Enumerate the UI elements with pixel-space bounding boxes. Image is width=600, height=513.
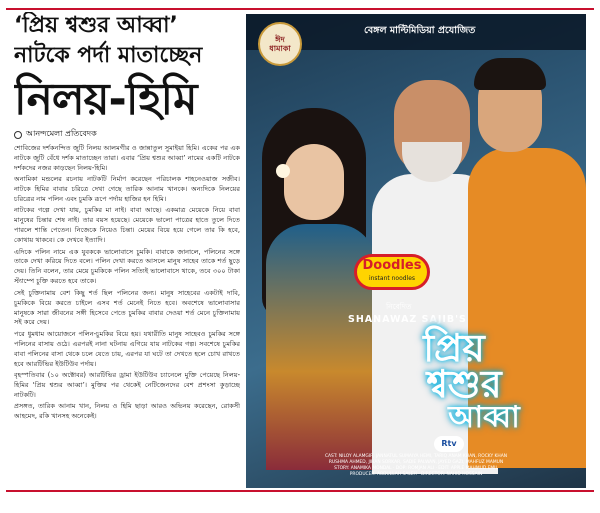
byline-text: আনন্দমেলা প্রতিবেদক (26, 129, 97, 138)
article-paragraph: প্রসঙ্গত, তারিক আনাম খান, নিলয় ও হিমি ছাড়া আরও অভিনয় করেছেন, রোকসী আহমেদ, রকি খানসহ অনেকেই। (14, 402, 240, 421)
credits-line: CAST: NILOY ALAMGIR, JANNATUL SUMAIYA HEMI, TARIQ ANAM KHAN, ROCKY KHAN (324, 454, 508, 459)
title-line-3: আব্বা (448, 400, 520, 435)
article-paragraph: এদিকে পলিন নামে এক যুবককে ভালোবাসে চুমকি। বাবাকে জানালে, পলিনের সঙ্গে তাকে দেখা করিয়ে দিতে বলে। পলিন দেখা করতে আসলে মানুষ সাহেব তাকে শর্ত ছুড়ে দেয়। তিনি বলেন, তার মেয়ে চুমকিকে পলিন সত্যিই ভালোবাসে থাকে, তবে ৩০০ টাকা স্ট্যাম্পে চুক্তি করতে হবে তাকে। (14, 247, 240, 286)
headline-line-1: ‘প্রিয় শ্বশুর আব্বা’ (14, 13, 178, 38)
article-paragraph: পরে ধুমধাম আয়োজনে পলিন-চুমকির বিয়ে হয়। যথারীতি মানুষ সাহেবও চুমকির সঙ্গে পলিনের বাসায় ওঠে। এরপরই নানা ঘটনায় এগিয়ে যায় নাটকের গল্প। সবশেষে চুমকির বাবা পলিনের বাসা থেকে চলে যেতে চায়, এরপর যা ঘটে তা দেখতে হলে চোখ রাখতে হবে আরটিভির ইউটিউব পর্দায়। (14, 329, 240, 368)
article-paragraph: বৃহস্পতিবার (১০ অক্টোবর) আরটিভির ড্রামা ইউটিউব চ্যানেলে মুক্তি পেয়েছে নিলয়-হিমির ‘প্রিয় শ্বশুর আব্বা’। মুক্তির পর থেকেই নেটিজেনদের বেশ প্রশংসা কুড়াচ্ছে নাটকটি। (14, 370, 240, 399)
director-name: SHANAWAZ SAJIB'S (348, 314, 467, 325)
actress-face (284, 144, 344, 220)
article-body (14, 144, 240, 422)
article-column (14, 12, 240, 487)
drama-poster (246, 14, 586, 488)
presenter-text: বেঙ্গল মাল্টিমিডিয়া প্রযোজিত (364, 25, 476, 36)
eid-logo (258, 22, 302, 66)
article-paragraph: অনামিকা মন্ডলের রচনায় নাটকটি নির্মাণ করেছেন পরিচালক শাহনেওয়াজ সজীব। নাটকে হিমির বাবার চরিত্রে দেখা গেছে তারিক আনাম খানকে। অন্যদিকে নিলয়ের চরিত্রের নাম পলিন এবং চুমকি রূপে পর্দায় হাজির হন হিমি। (14, 175, 240, 204)
headline-line-2: নাটকে পর্দা মাতাচ্ছেন (14, 43, 203, 68)
actor-hair (474, 58, 546, 90)
headline-main: নিলয়-হিমি (14, 74, 197, 125)
credit-label: নিবেদিত (386, 302, 412, 311)
drama-title (364, 326, 564, 440)
credits-line: RUSHMA AHMED, JIHAN SORKAR, SADIE PALWAN, JAYED GAZI, MAHFUZ MAMUN (328, 460, 504, 465)
credits-line: PRODUCER: ABDULLAH SALEH · DIRECTOR: NAHID HOSSAIN (349, 472, 483, 477)
byline (14, 128, 240, 141)
sponsor-tagline: instant noodles (368, 275, 416, 282)
sponsor-logo (354, 254, 430, 290)
article-paragraph: সেই চুক্তিনামায় বেশ কিছু শর্ত ছিল পলিনের জন্য। মানুষ সাহেবের একটাই দাবি, চুমকিকে বিয়ে করতে চাইলে এসব শর্ত মেনেই নিতে হবে। অবশেষে ভালোবাসার মানুষকে সারা জীবনের সঙ্গী হিসেবে পেতে চুমকির বাবার দেওয়া শর্ত মেনে চুক্তিনামায় সই করে দেয়। (14, 288, 240, 327)
title-line-1: প্রিয় (423, 326, 485, 370)
article-paragraph: শোবিজের দর্শকনন্দিত জুটি নিলয় আলমগীর ও জান্নাতুল সুমাইয়া হিমি। একের পর এক নাটকে জুটি বেঁধে দর্শক মাতাচ্ছেন তারা। এবার ‘প্রিয় শ্বশুর আব্বা’ নামের একটি নাটকে দর্শকদের নজর কাড়ছেন নিলয়-হিমি। (14, 144, 240, 172)
eid-logo-main: ঈদ (275, 35, 285, 44)
article-paragraph: নাটকের গল্পে দেখা যায়, চুমকির মা নাই। বাবা আছে। একমাত্র মেয়েকে নিয়ে বাবা মানুষের চিন্তার শেষ নাই। তার বয়স হয়েছে। মেয়েকে ভালো পাত্রের হাতে তুলে দিতে পারলে শান্তি পেতেন। নিজেকে নিয়েও চিন্তা। মেয়ের বিয়ে হয়ে গেলে তার কি হবে, কোথায় থাকবে। কে দেখবে ইত্যাদি। (14, 206, 240, 245)
flower-icon (276, 164, 290, 178)
channel-logo: Rtv (434, 436, 464, 452)
credits-line: STORY: ANAMIKA MONDAL · DOP: ROMJAN ALI · EDIT: APPLE MAHMUD EMIL (334, 466, 498, 471)
cast-credits (254, 454, 578, 478)
eid-logo-sub: ধামাকা (269, 44, 291, 53)
reporter-icon (14, 131, 22, 139)
sponsor-brand: Doodles (362, 258, 422, 273)
title-line-2: শ্বশুর (426, 362, 502, 406)
eid-logo-text (269, 35, 290, 53)
